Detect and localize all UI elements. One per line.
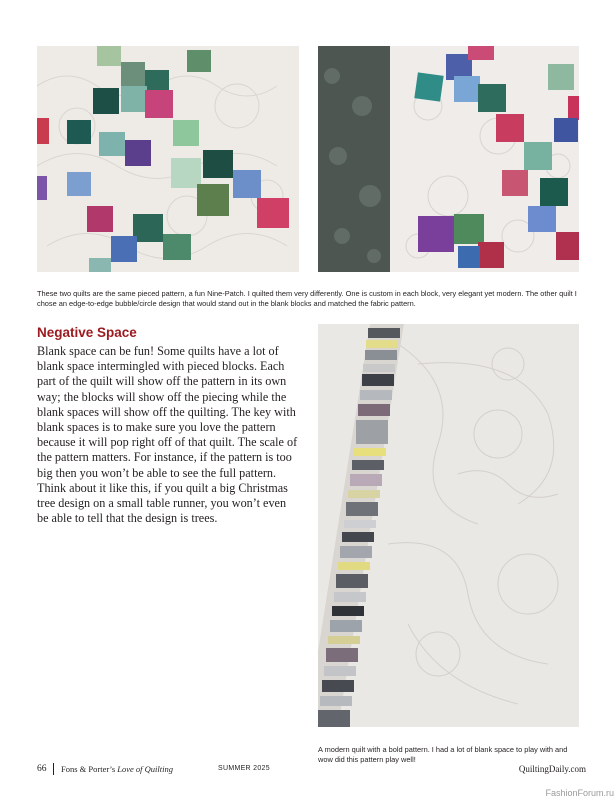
footer-divider bbox=[53, 763, 54, 775]
article-body: Blank space can be fun! Some quilts have a lot of blank space intermingled with pieced blocks. Each part of the quilt will show off the pattern in its own way; the blocks will show off the piecing while the blank spaces will show off the quilting. The key with blank spaces is to make sure you love the pattern because it will pop right off of that quilt. The scale of the pattern matters. For instance, if the pattern is too big then you won’t be able to see the full pattern. Think about it like this, if you quilt a big Christmas tree design on a small table runner, you won’t even be able to tell that the design is trees. bbox=[37, 344, 298, 526]
section-heading: Negative Space bbox=[37, 325, 137, 340]
caption-top: These two quilts are the same pieced pattern, a fun Nine-Patch. I quilted them very differently. One is custom in each block, very elegant yet modern. The other quilt I chose an edge-to-edge bubble/circle design that would stand out in the blank blocks and matched the fabric pattern. bbox=[37, 289, 577, 309]
photo-quilt-bubble bbox=[318, 46, 579, 272]
website-link[interactable]: QuiltingDaily.com bbox=[518, 764, 586, 774]
photo-quilt-custom bbox=[37, 46, 299, 272]
issue-label: SUMMER 2025 bbox=[218, 765, 270, 772]
page-footer bbox=[37, 764, 586, 778]
magazine-name: Love of Quilting bbox=[117, 764, 174, 774]
publisher-name: Fons & Porter’s bbox=[61, 764, 116, 774]
watermark: FashionForum.ru bbox=[545, 788, 614, 798]
page-number: 66 bbox=[37, 764, 47, 774]
photo-modern-quilt bbox=[318, 324, 579, 727]
publication-name bbox=[61, 764, 173, 774]
caption-bottom: A modern quilt with a bold pattern. I had a lot of blank space to play with and wow did this pattern play well! bbox=[318, 745, 568, 765]
